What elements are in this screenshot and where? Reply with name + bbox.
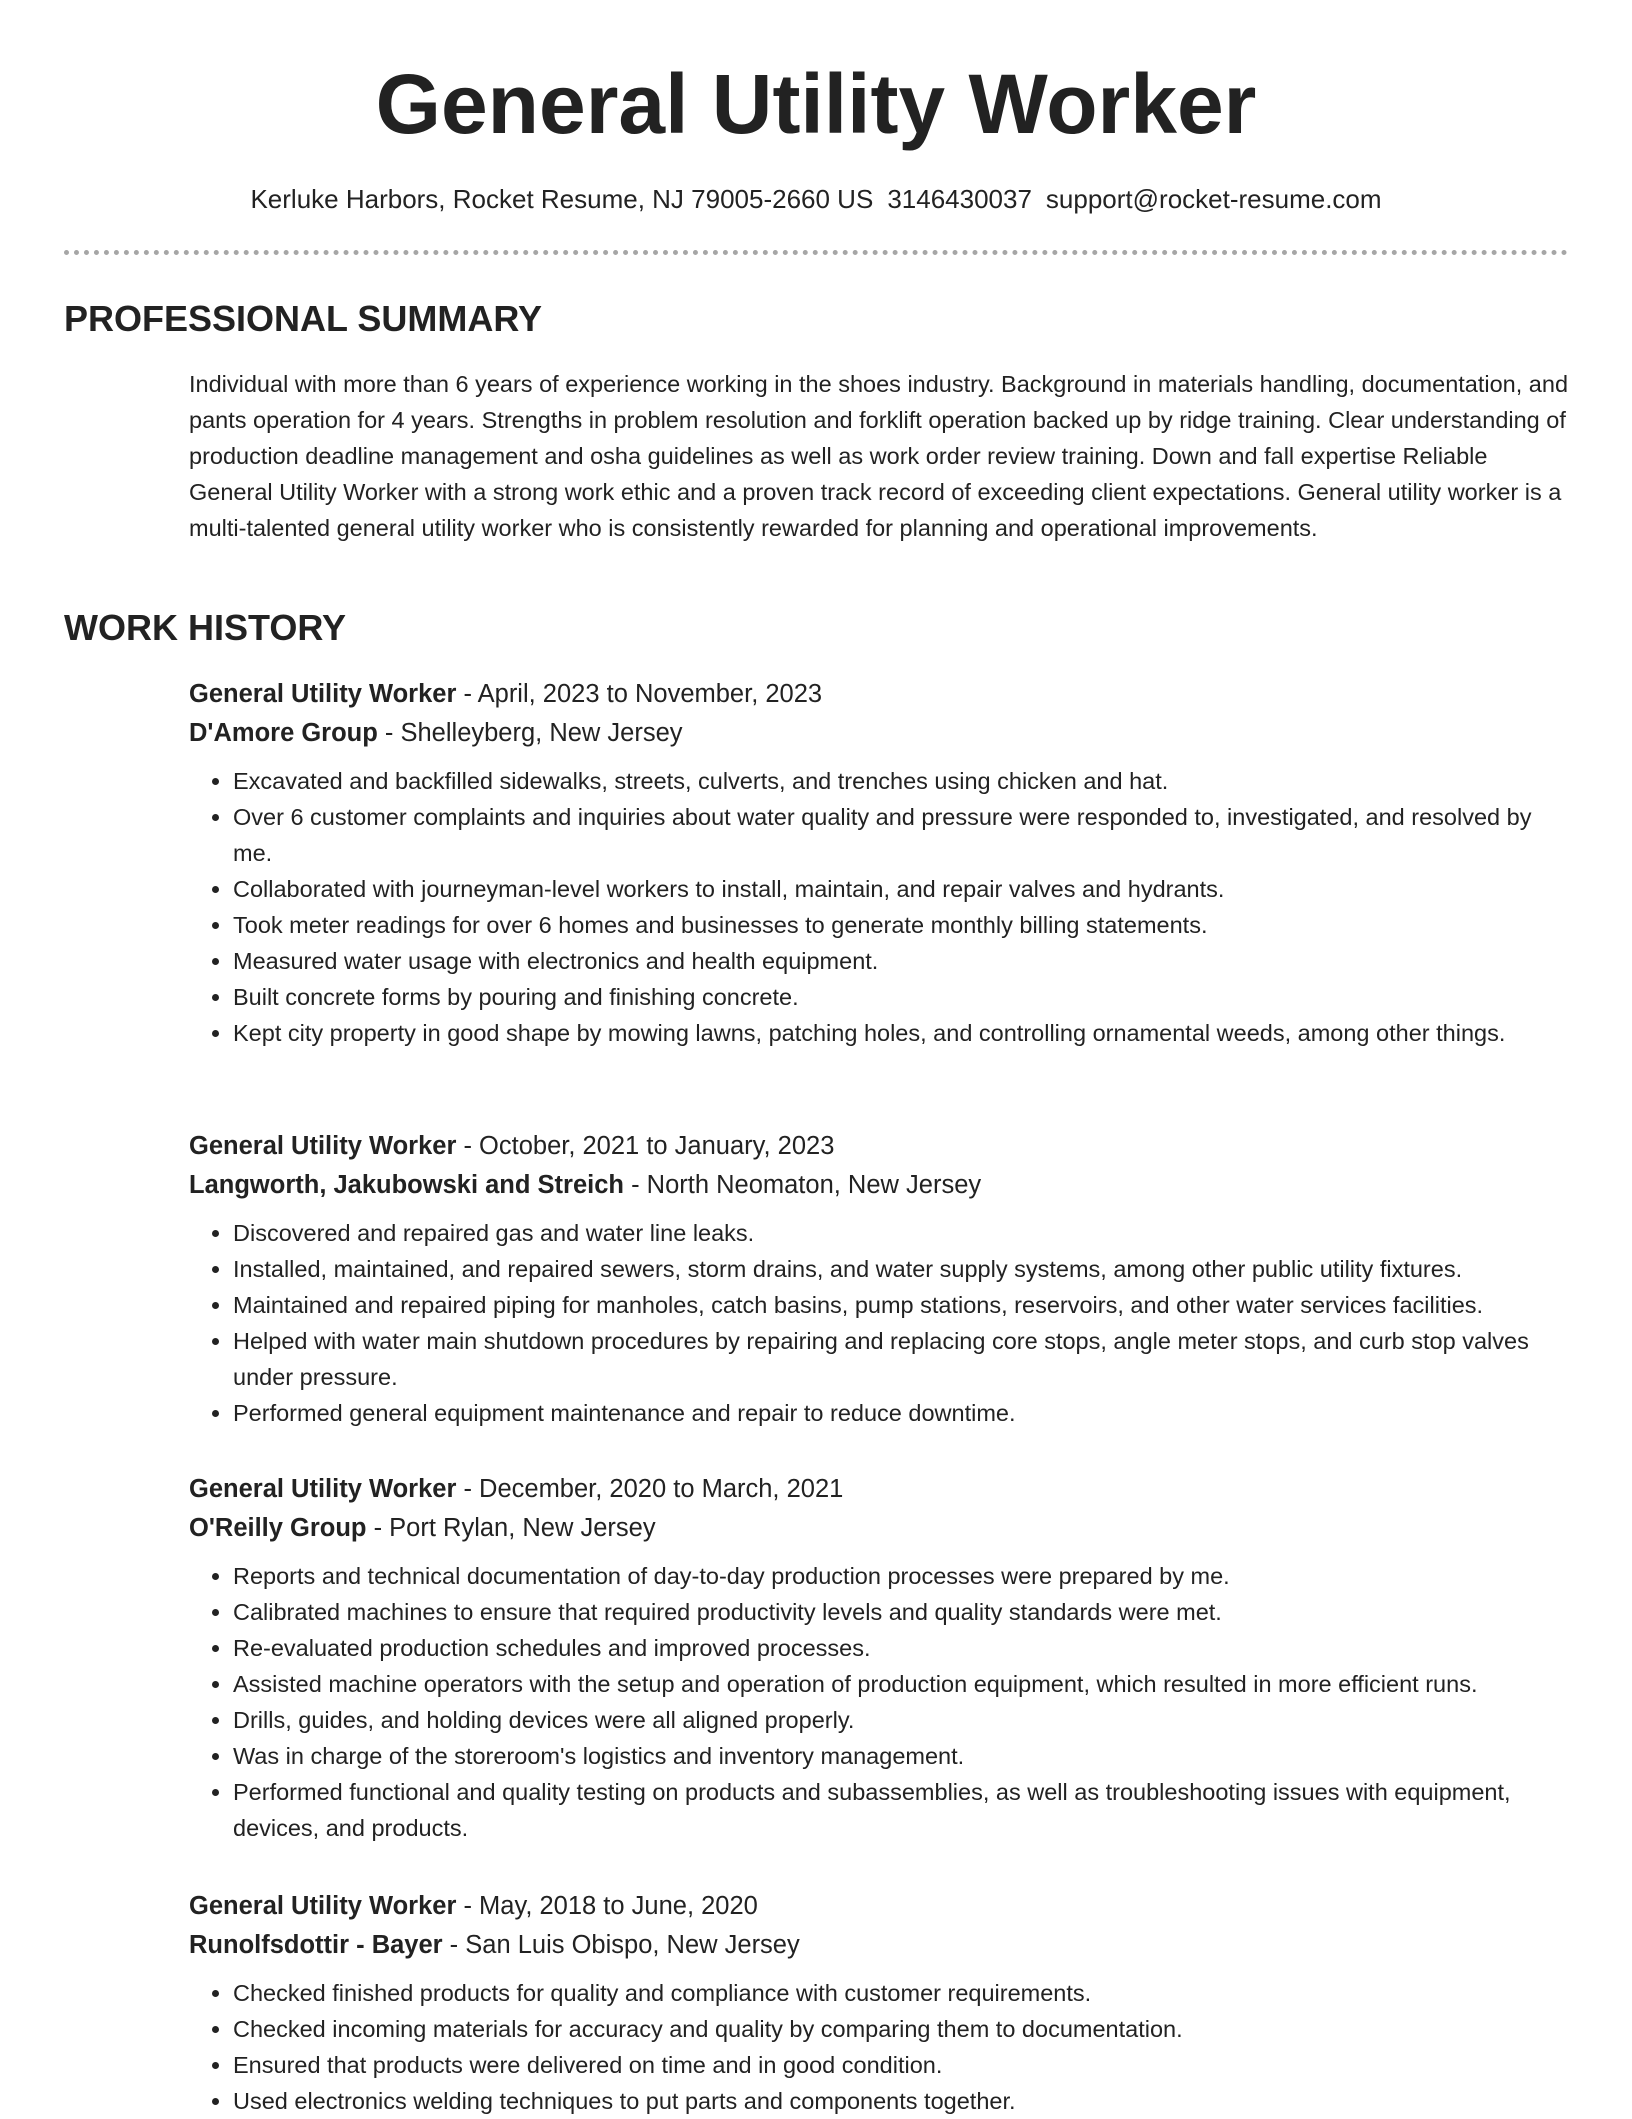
section-title-summary: PROFESSIONAL SUMMARY	[64, 298, 543, 339]
job-location: - Port Rylan, New Jersey	[366, 1514, 656, 1542]
job-role-line	[189, 1887, 1569, 1926]
job-bullet: • Measured water usage with electronics and health equipment.	[233, 943, 1569, 979]
job-bullet: • Ensured that products were delivered on time and in good condition.	[233, 2047, 1569, 2083]
job-company: Runolfsdottir - Bayer	[189, 1931, 443, 1959]
job-role-line	[189, 675, 1569, 714]
resume-name: General Utility Worker	[375, 57, 1257, 151]
job-location: - North Neomaton, New Jersey	[624, 1171, 982, 1199]
contact-line	[0, 182, 1632, 216]
job-bullet: • Helped with water main shutdown procedures by repairing and replacing core stops, angle meter stops, and curb stop valves under pressure.	[233, 1323, 1569, 1395]
job-bullet: • Used electronics welding techniques to put parts and components together.	[233, 2083, 1569, 2119]
section-title-work-history: WORK HISTORY	[64, 607, 347, 648]
job-bullet: • Took meter readings for over 6 homes and businesses to generate monthly billing statements.	[233, 907, 1569, 943]
job-bullet: • Excavated and backfilled sidewalks, streets, culverts, and trenches using chicken and hat.	[233, 763, 1569, 799]
job-bullet: • Assisted machine operators with the setup and operation of production equipment, which resulted in more efficient runs.	[233, 1666, 1569, 1702]
job-bullets	[189, 1558, 1569, 1846]
contact-phone: 3146430037	[887, 184, 1032, 214]
job-role-line	[189, 1127, 1569, 1166]
job-company-line	[189, 714, 1569, 753]
job-bullet: • Kept city property in good shape by mowing lawns, patching holes, and controlling ornamental weeds, among other things.	[233, 1015, 1569, 1051]
job-role-line	[189, 1470, 1569, 1509]
job-entry	[189, 1127, 1569, 1431]
job-company-line	[189, 1166, 1569, 1205]
job-location: - San Luis Obispo, New Jersey	[442, 1931, 800, 1959]
job-bullet: • Re-evaluated production schedules and improved processes.	[233, 1630, 1569, 1666]
job-role: General Utility Worker	[189, 1132, 457, 1160]
job-role: General Utility Worker	[189, 680, 457, 708]
job-bullet: • Performed functional and quality testing on products and subassemblies, as well as troubleshooting issues with equipment, devices, and products.	[233, 1774, 1569, 1846]
job-bullet: • Was in charge of the storeroom's logistics and inventory management.	[233, 1738, 1569, 1774]
job-company-line	[189, 1926, 1569, 1965]
summary-text: Individual with more than 6 years of experience working in the shoes industry. Background in materials handling, documentation, and pants operation for 4 years. Strengths in problem resolution and forklift operation backed up by ridge training. Clear understanding of production deadline management and osha guidelines as well as work order review training. Down and fall expertise Reliable General Utility Worker with a strong work ethic and a proven track record of exceeding client expectations. General utility worker is a multi-talented general utility worker who is consistently rewarded for planning and operational improvements.	[189, 371, 1569, 541]
contact-address: Kerluke Harbors, Rocket Resume, NJ 79005-2660 US	[250, 184, 874, 214]
job-company-line	[189, 1509, 1569, 1548]
job-bullet: • Performed general equipment maintenance and repair to reduce downtime.	[233, 1395, 1569, 1431]
job-bullets	[189, 1215, 1569, 1431]
job-entry	[189, 675, 1569, 1051]
job-role: General Utility Worker	[189, 1475, 457, 1503]
job-bullet: • Checked finished products for quality and compliance with customer requirements.	[233, 1975, 1569, 2011]
job-dates: - October, 2021 to January, 2023	[456, 1132, 835, 1160]
job-company: O'Reilly Group	[189, 1514, 367, 1542]
job-location: - Shelleyberg, New Jersey	[377, 719, 683, 747]
job-entry	[189, 1470, 1569, 1846]
job-entry	[189, 1887, 1569, 2119]
job-bullet: • Over 6 customer complaints and inquiries about water quality and pressure were responded to, investigated, and resolved by me.	[233, 799, 1569, 871]
job-role: General Utility Worker	[189, 1892, 457, 1920]
job-dates: - May, 2018 to June, 2020	[456, 1892, 758, 1920]
job-company: D'Amore Group	[189, 719, 378, 747]
job-company: Langworth, Jakubowski and Streich	[189, 1171, 624, 1199]
job-bullet: • Discovered and repaired gas and water line leaks.	[233, 1215, 1569, 1251]
header-divider	[64, 250, 1568, 255]
job-dates: - December, 2020 to March, 2021	[456, 1475, 844, 1503]
job-bullet: • Checked incoming materials for accuracy and quality by comparing them to documentation.	[233, 2011, 1569, 2047]
contact-email: support@rocket-resume.com	[1045, 184, 1382, 214]
job-bullet: • Collaborated with journeyman-level workers to install, maintain, and repair valves and hydrants.	[233, 871, 1569, 907]
job-bullet: • Calibrated machines to ensure that required productivity levels and quality standards were met.	[233, 1594, 1569, 1630]
job-bullet: • Maintained and repaired piping for manholes, catch basins, pump stations, reservoirs, and other water services facilities.	[233, 1287, 1569, 1323]
job-bullets	[189, 763, 1569, 1051]
job-bullet: • Reports and technical documentation of day-to-day production processes were prepared by me.	[233, 1558, 1569, 1594]
job-bullet: • Installed, maintained, and repaired sewers, storm drains, and water supply systems, among other public utility fixtures.	[233, 1251, 1569, 1287]
job-bullets	[189, 1975, 1569, 2119]
job-bullet: • Built concrete forms by pouring and finishing concrete.	[233, 979, 1569, 1015]
job-bullet: • Drills, guides, and holding devices were all aligned properly.	[233, 1702, 1569, 1738]
job-dates: - April, 2023 to November, 2023	[456, 680, 823, 708]
